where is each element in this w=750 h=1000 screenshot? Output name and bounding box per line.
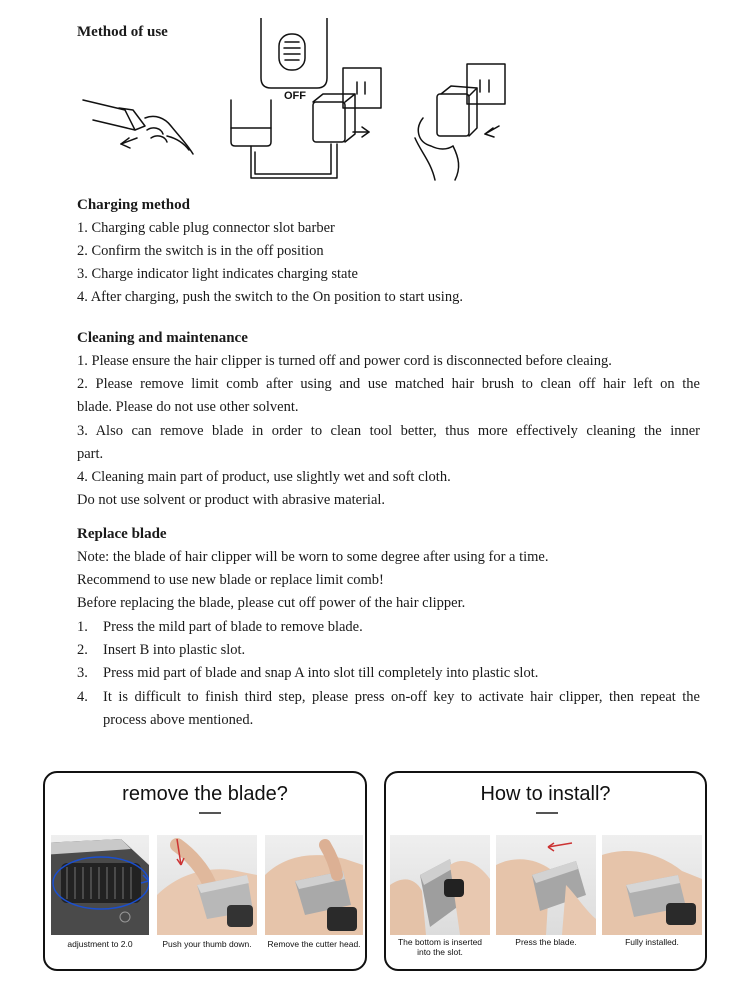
remove-head-photo	[265, 835, 363, 935]
cleaning-line: 1. Please ensure the hair clipper is turned off and power cord is disconnected before cleaing.	[77, 353, 612, 369]
remove-blade-panel	[43, 771, 367, 971]
replace-blade-heading: Replace blade	[77, 526, 167, 542]
push-thumb-photo	[157, 835, 257, 935]
caption-insert-slot: The bottom is inserted into the slot.	[397, 937, 483, 957]
off-label: OFF	[284, 90, 306, 102]
title-underline	[536, 812, 558, 814]
step-text-continued: process above mentioned.	[103, 712, 254, 728]
clipper-dial-icon	[51, 835, 149, 935]
plug-in-hand-drawing	[83, 100, 193, 154]
replace-note: Recommend to use new blade or replace limit comb!	[77, 572, 384, 588]
charging-item: 3. Charge indicator light indicates charging state	[77, 266, 358, 282]
charging-item: 4. After charging, push the switch to the On position to start using.	[77, 289, 463, 305]
caption-adjustment: adjustment to 2.0	[67, 939, 133, 949]
install-panel	[384, 771, 707, 971]
step-number: 2.	[77, 642, 88, 658]
step-text: Press the mild part of blade to remove blade.	[103, 619, 363, 635]
cleaning-line: blade. Please do not use other solvent.	[77, 399, 299, 415]
cleaning-line: 2. Please remove limit comb after using and use matched hair brush to clean off hair left on the	[77, 376, 700, 392]
adjustment-photo	[51, 835, 149, 935]
slot-insert-icon	[390, 835, 490, 935]
step-text: Press mid part of blade and snap A into slot till completely into plastic slot.	[103, 665, 539, 681]
caption-press-blade: Press the blade.	[515, 937, 577, 947]
method-of-use-heading: Method of use	[77, 24, 168, 40]
caption-remove-head: Remove the cutter head.	[267, 939, 361, 949]
adapter-drawing	[313, 68, 381, 142]
install-title: How to install?	[480, 783, 611, 805]
cleaning-line: 4. Cleaning main part of product, use slightly wet and soft cloth.	[77, 469, 451, 485]
step-text: It is difficult to finish third step, please press on-off key to activate hair clipper, then repeat the	[103, 689, 700, 705]
caption-push-thumb: Push your thumb down.	[162, 939, 252, 949]
cleaning-line: part.	[77, 446, 104, 462]
remove-blade-title: remove the blade?	[122, 783, 288, 805]
fully-installed-photo	[602, 835, 702, 935]
title-underline	[199, 812, 221, 814]
charging-method-heading: Charging method	[77, 197, 190, 213]
press-blade-photo	[496, 835, 596, 935]
replace-note: Before replacing the blade, please cut off power of the hair clipper.	[77, 595, 466, 611]
charging-item: 2. Confirm the switch is in the off position	[77, 243, 324, 259]
press-blade-icon	[496, 835, 596, 935]
installed-icon	[602, 835, 702, 935]
adapter-hand-drawing	[415, 64, 505, 180]
cleaning-line: Do not use solvent or product with abrasive material.	[77, 492, 386, 508]
step-text: Insert B into plastic slot.	[103, 642, 246, 658]
caption-fully-installed: Fully installed.	[625, 937, 679, 947]
replace-note: Note: the blade of hair clipper will be worn to some degree after using for a time.	[77, 549, 549, 565]
step-number: 3.	[77, 665, 88, 681]
cleaning-line: 3. Also can remove blade in order to clean tool better, thus more effectively cleaning the inner	[77, 423, 700, 439]
usage-illustration	[75, 18, 515, 188]
cleaning-heading: Cleaning and maintenance	[77, 330, 248, 346]
insert-slot-photo	[390, 835, 490, 935]
cutter-head-icon	[265, 835, 363, 935]
step-number: 4.	[77, 689, 88, 705]
thumb-push-icon	[157, 835, 257, 935]
step-number: 1.	[77, 619, 88, 635]
charging-item: 1. Charging cable plug connector slot barber	[77, 220, 335, 236]
